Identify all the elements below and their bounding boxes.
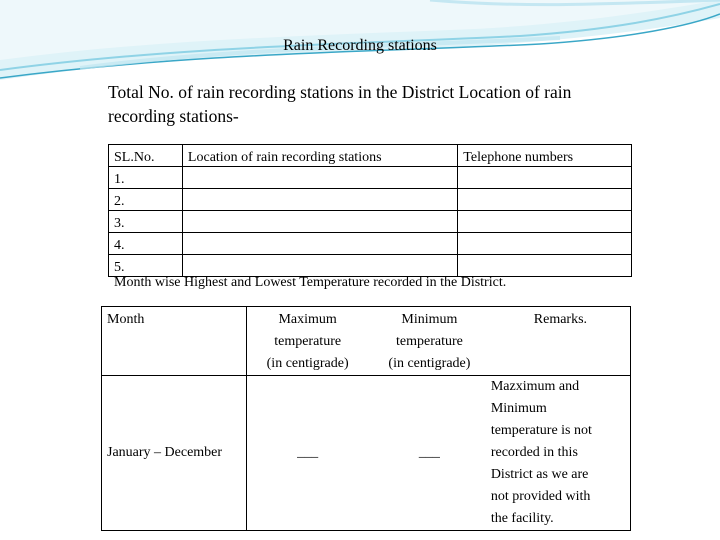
stations-table	[108, 144, 632, 277]
temperature-data-row	[102, 376, 631, 531]
month-cell: January – December	[102, 376, 247, 531]
header-maximum	[247, 307, 368, 376]
header-maximum-line2: temperature	[274, 334, 342, 349]
header-minimum-line3: (in centigrade)	[388, 356, 471, 371]
row-number: 4.	[109, 233, 183, 255]
location-cell	[182, 255, 457, 277]
location-cell	[182, 211, 457, 233]
header-maximum-line3: (in centigrade)	[266, 356, 349, 371]
remarks-line: the facility.	[490, 511, 554, 526]
location-cell	[182, 189, 457, 211]
intro-text: Total No. of rain recording stations in the District Location of rain recording stations-	[108, 82, 572, 126]
location-cell	[182, 167, 457, 189]
header-sl-no: SL.No.	[109, 145, 183, 167]
table-row	[109, 255, 632, 277]
remarks-line: Mazximum and	[490, 379, 580, 394]
minimum-cell: ___	[368, 376, 491, 531]
location-cell	[182, 233, 457, 255]
header-remarks: Remarks.	[491, 307, 631, 376]
remarks-cell	[491, 376, 631, 531]
temperature-caption: Month wise Highest and Lowest Temperature recorded in the District.	[114, 275, 507, 290]
table-row	[109, 189, 632, 211]
header-location: Location of rain recording stations	[182, 145, 457, 167]
table-row	[109, 167, 632, 189]
row-number: 3.	[109, 211, 183, 233]
page-title: Rain Recording stations	[283, 37, 437, 54]
telephone-cell	[458, 233, 632, 255]
header-maximum-line1: Maximum	[278, 312, 337, 327]
table-row	[109, 211, 632, 233]
header-month: Month	[102, 307, 247, 376]
telephone-cell	[458, 167, 632, 189]
table-row	[109, 233, 632, 255]
row-number: 5.	[109, 255, 183, 277]
row-number: 2.	[109, 189, 183, 211]
remarks-line: recorded in this	[490, 445, 578, 460]
remarks-line: District as we are	[490, 467, 589, 482]
telephone-cell	[458, 211, 632, 233]
table-header-row	[109, 145, 632, 167]
remarks-line: Minimum	[490, 401, 547, 416]
temperature-table	[101, 306, 631, 531]
header-telephone: Telephone numbers	[458, 145, 632, 167]
remarks-line: temperature is not	[490, 423, 592, 438]
remarks-line: not provided with	[490, 489, 591, 504]
row-number: 1.	[109, 167, 183, 189]
header-minimum-line1: Minimum	[401, 312, 458, 327]
header-minimum-line2: temperature	[395, 334, 463, 349]
maximum-cell: ___	[247, 376, 368, 531]
temperature-header-row	[102, 307, 631, 376]
telephone-cell	[458, 255, 632, 277]
telephone-cell	[458, 189, 632, 211]
header-minimum	[368, 307, 491, 376]
